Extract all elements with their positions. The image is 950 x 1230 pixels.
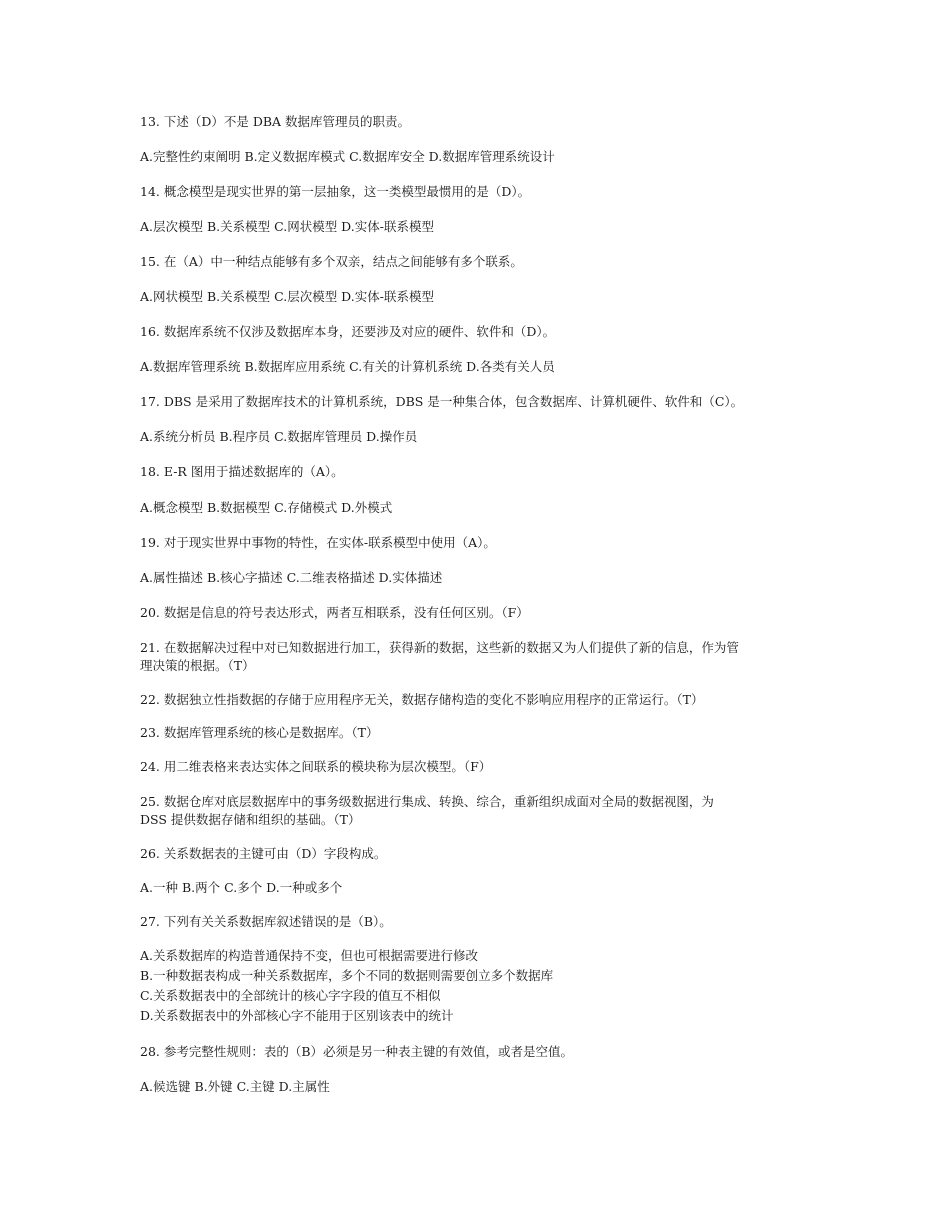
question-14-options: A.层次模型 B.关系模型 C.网状模型 D.实体-联系模型	[140, 219, 434, 234]
question-23: 23. 数据库管理系统的核心是数据库。（T）	[140, 725, 379, 740]
question-26: 26. 关系数据表的主键可由（D）字段构成。	[140, 846, 387, 861]
question-21-line-2: 理决策的根据。（T）	[140, 658, 255, 673]
question-13-options: A.完整性约束阐明 B.定义数据库模式 C.数据库安全 D.数据库管理系统设计	[140, 149, 555, 164]
question-14: 14. 概念模型是现实世界的第一层抽象，这一类模型最惯用的是（D）。	[140, 184, 531, 199]
question-15: 15. 在（A）中一种结点能够有多个双亲，结点之间能够有多个联系。	[140, 254, 523, 269]
question-25-line-2: DSS 提供数据存储和组织的基础。（T）	[140, 812, 361, 827]
question-27-option-a: A.关系数据库的构造普通保持不变，但也可根据需要进行修改	[140, 948, 479, 963]
question-27-option-d: D.关系数据表中的外部核心字不能用于区别该表中的统计	[140, 1008, 454, 1023]
question-25-line-1: 25. 数据仓库对底层数据库中的事务级数据进行集成、转换、综合，重新组织成面对全局的数据视图，为	[140, 794, 714, 809]
question-19: 19. 对于现实世界中事物的特性，在实体-联系模型中使用（A）。	[140, 535, 496, 550]
question-17-options: A.系统分析员 B.程序员 C.数据库管理员 D.操作员	[140, 429, 418, 444]
question-18: 18. E-R 图用于描述数据库的（A）。	[140, 464, 344, 479]
question-16: 16. 数据库系统不仅涉及数据库本身，还要涉及对应的硬件、软件和（D）。	[140, 324, 556, 339]
question-17: 17. DBS 是采用了数据库技术的计算机系统，DBS 是一种集合体，包含数据库、计算机硬件、软件和（C）。	[140, 394, 744, 409]
question-28: 28. 参考完整性规则：表的（B）必须是另一种表主键的有效值，或者是空值。	[140, 1044, 574, 1059]
question-27-option-c: C.关系数据表中的全部统计的核心字字段的值互不相似	[140, 988, 441, 1003]
question-24: 24. 用二维表格来表达实体之间联系的模块称为层次模型。（F）	[140, 759, 492, 774]
question-16-options: A.数据库管理系统 B.数据库应用系统 C.有关的计算机系统 D.各类有关人员	[140, 359, 555, 374]
question-15-options: A.网状模型 B.关系模型 C.层次模型 D.实体-联系模型	[140, 289, 434, 304]
question-28-options: A.候选键 B.外键 C.主键 D.主属性	[140, 1079, 330, 1094]
question-26-options: A.一种 B.两个 C.多个 D.一种或多个	[140, 880, 343, 895]
question-18-options: A.概念模型 B.数据模型 C.存储模式 D.外模式	[140, 500, 393, 515]
question-27: 27. 下列有关关系数据库叙述错误的是（B）。	[140, 914, 392, 929]
question-21-line-1: 21. 在数据解决过程中对已知数据进行加工，获得新的数据，这些新的数据又为人们提供了新的信息，作为管	[140, 640, 739, 655]
question-13: 13. 下述（D）不是 DBA 数据库管理员的职责。	[140, 114, 411, 129]
question-27-option-b: B.一种数据表构成一种关系数据库，多个不同的数据则需要创立多个数据库	[140, 968, 554, 983]
question-19-options: A.属性描述 B.核心字描述 C.二维表格描述 D.实体描述	[140, 570, 443, 585]
question-20: 20. 数据是信息的符号表达形式，两者互相联系，没有任何区别。（F）	[140, 605, 529, 620]
question-22: 22. 数据独立性指数据的存储于应用程序无关，数据存储构造的变化不影响应用程序的正常运行。（T）	[140, 692, 704, 707]
